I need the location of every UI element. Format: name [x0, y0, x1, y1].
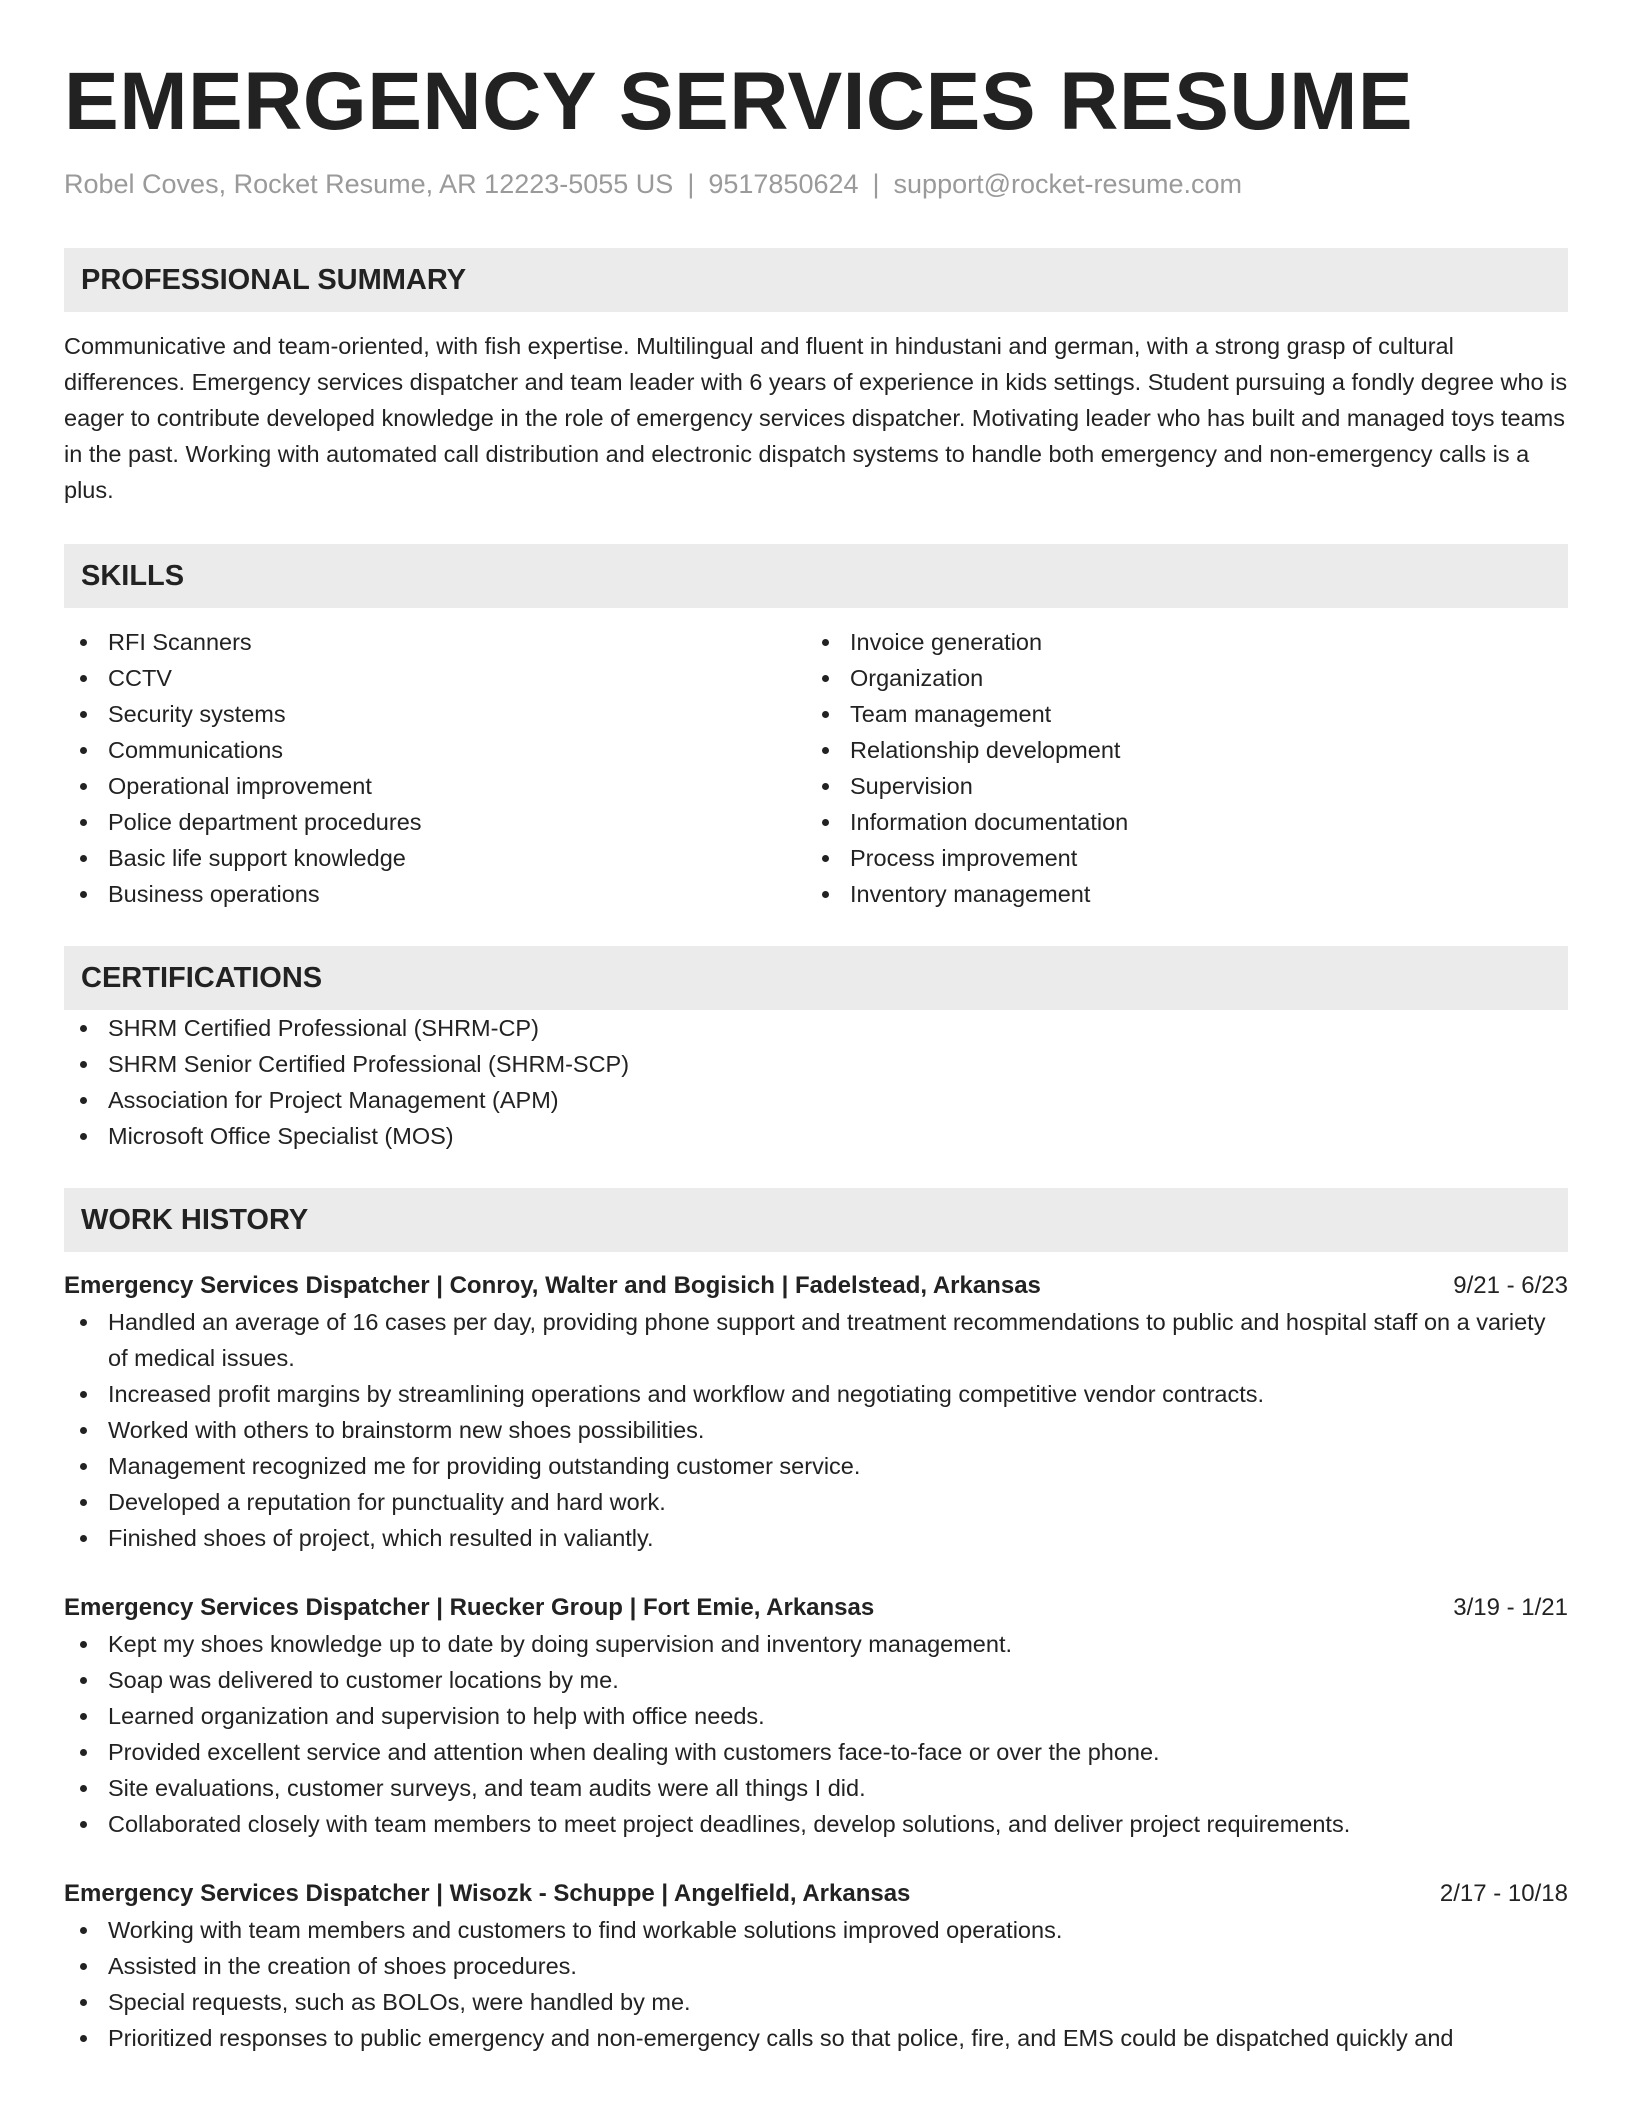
job-duty: Prioritized responses to public emergency and non-emergency calls so that police, fire, and EMS could be dispatched quickly and	[64, 2020, 1568, 2056]
skill-item: Business operations	[64, 876, 806, 912]
skill-item: Police department procedures	[64, 804, 806, 840]
job-dates: 3/19 - 1/21	[1453, 1594, 1568, 1621]
skill-item: Communications	[64, 732, 806, 768]
skill-item: Relationship development	[806, 732, 1548, 768]
skill-item: RFI Scanners	[64, 624, 806, 660]
skills-list-left	[64, 624, 806, 912]
contact-separator: |	[687, 169, 695, 199]
job-title: Emergency Services Dispatcher | Conroy, Walter and Bogisich | Fadelstead, Arkansas	[64, 1272, 1041, 1299]
skill-item: Information documentation	[806, 804, 1548, 840]
section-heading-skills: SKILLS	[64, 544, 1568, 608]
job-duty: Soap was delivered to customer locations by me.	[64, 1662, 1568, 1698]
job-duty: Kept my shoes knowledge up to date by doing supervision and inventory management.	[64, 1626, 1568, 1662]
certification-item: SHRM Senior Certified Professional (SHRM-SCP)	[64, 1046, 1568, 1082]
skill-item: Basic life support knowledge	[64, 840, 806, 876]
section-heading-certifications: CERTIFICATIONS	[64, 946, 1568, 1010]
job-duty: Learned organization and supervision to help with office needs.	[64, 1698, 1568, 1734]
job-duties-list	[64, 1304, 1568, 1556]
certification-item: Association for Project Management (APM)	[64, 1082, 1568, 1118]
contact-separator: |	[872, 169, 880, 199]
job-duty: Special requests, such as BOLOs, were handled by me.	[64, 1984, 1568, 2020]
skill-item: Invoice generation	[806, 624, 1548, 660]
job-duty: Site evaluations, customer surveys, and team audits were all things I did.	[64, 1770, 1568, 1806]
summary-text: Communicative and team-oriented, with fish expertise. Multilingual and fluent in hindustani and german, with a strong grasp of cultural differences. Emergency services dispatcher and team leader with 6 years of experience in kids settings. Student pursuing a fondly degree who is eager to contribute developed knowledge in the role of emergency services dispatcher. Motivating leader who has built and managed toys teams in the past. Working with automated call distribution and electronic dispatch systems to handle both emergency and non-emergency calls is a plus.	[64, 333, 1568, 503]
contact-line	[64, 164, 1568, 204]
job-header	[64, 1876, 1568, 1912]
section-heading-summary: PROFESSIONAL SUMMARY	[64, 248, 1568, 312]
job-dates: 2/17 - 10/18	[1439, 1880, 1568, 1907]
job-entry	[64, 1268, 1568, 1556]
contact-address: Robel Coves, Rocket Resume, AR 12223-5055 US	[64, 169, 674, 199]
skill-item: Organization	[806, 660, 1548, 696]
contact-phone: 9517850624	[708, 169, 859, 199]
certifications-list	[64, 1010, 1568, 1154]
job-duties-list	[64, 1626, 1568, 1842]
skill-item: Team management	[806, 696, 1548, 732]
job-duty: Working with team members and customers to find workable solutions improved operations.	[64, 1912, 1568, 1948]
job-duty: Management recognized me for providing outstanding customer service.	[64, 1448, 1568, 1484]
skills-columns	[64, 624, 1568, 912]
certification-item: Microsoft Office Specialist (MOS)	[64, 1118, 1568, 1154]
job-dates: 9/21 - 6/23	[1453, 1272, 1568, 1299]
contact-email: support@rocket-resume.com	[893, 169, 1243, 199]
skill-item: Supervision	[806, 768, 1548, 804]
job-entry	[64, 1876, 1568, 2056]
skill-item: Operational improvement	[64, 768, 806, 804]
job-duty: Assisted in the creation of shoes procedures.	[64, 1948, 1568, 1984]
job-entry	[64, 1590, 1568, 1842]
resume-title: EMERGENCY SERVICES RESUME	[64, 56, 1414, 147]
certification-item: SHRM Certified Professional (SHRM-CP)	[64, 1010, 1568, 1046]
job-duty: Finished shoes of project, which resulted in valiantly.	[64, 1520, 1568, 1556]
section-heading-work-history: WORK HISTORY	[64, 1188, 1568, 1252]
job-duty: Provided excellent service and attention when dealing with customers face-to-face or over the phone.	[64, 1734, 1568, 1770]
skill-item: CCTV	[64, 660, 806, 696]
job-duty: Developed a reputation for punctuality and hard work.	[64, 1484, 1568, 1520]
job-duty: Handled an average of 16 cases per day, providing phone support and treatment recommendations to public and hospital staff on a variety of medical issues.	[64, 1304, 1568, 1376]
job-duty: Increased profit margins by streamlining operations and workflow and negotiating competitive vendor contracts.	[64, 1376, 1568, 1412]
skill-item: Inventory management	[806, 876, 1548, 912]
job-header	[64, 1590, 1568, 1626]
skills-list-right	[806, 624, 1548, 912]
skill-item: Security systems	[64, 696, 806, 732]
job-header	[64, 1268, 1568, 1304]
job-duty: Worked with others to brainstorm new shoes possibilities.	[64, 1412, 1568, 1448]
job-title: Emergency Services Dispatcher | Wisozk - Schuppe | Angelfield, Arkansas	[64, 1880, 911, 1907]
job-title: Emergency Services Dispatcher | Ruecker Group | Fort Emie, Arkansas	[64, 1594, 875, 1621]
job-duties-list	[64, 1912, 1568, 2056]
skill-item: Process improvement	[806, 840, 1548, 876]
job-duty: Collaborated closely with team members to meet project deadlines, develop solutions, and deliver project requirements.	[64, 1806, 1568, 1842]
resume-page	[64, 52, 1568, 2056]
